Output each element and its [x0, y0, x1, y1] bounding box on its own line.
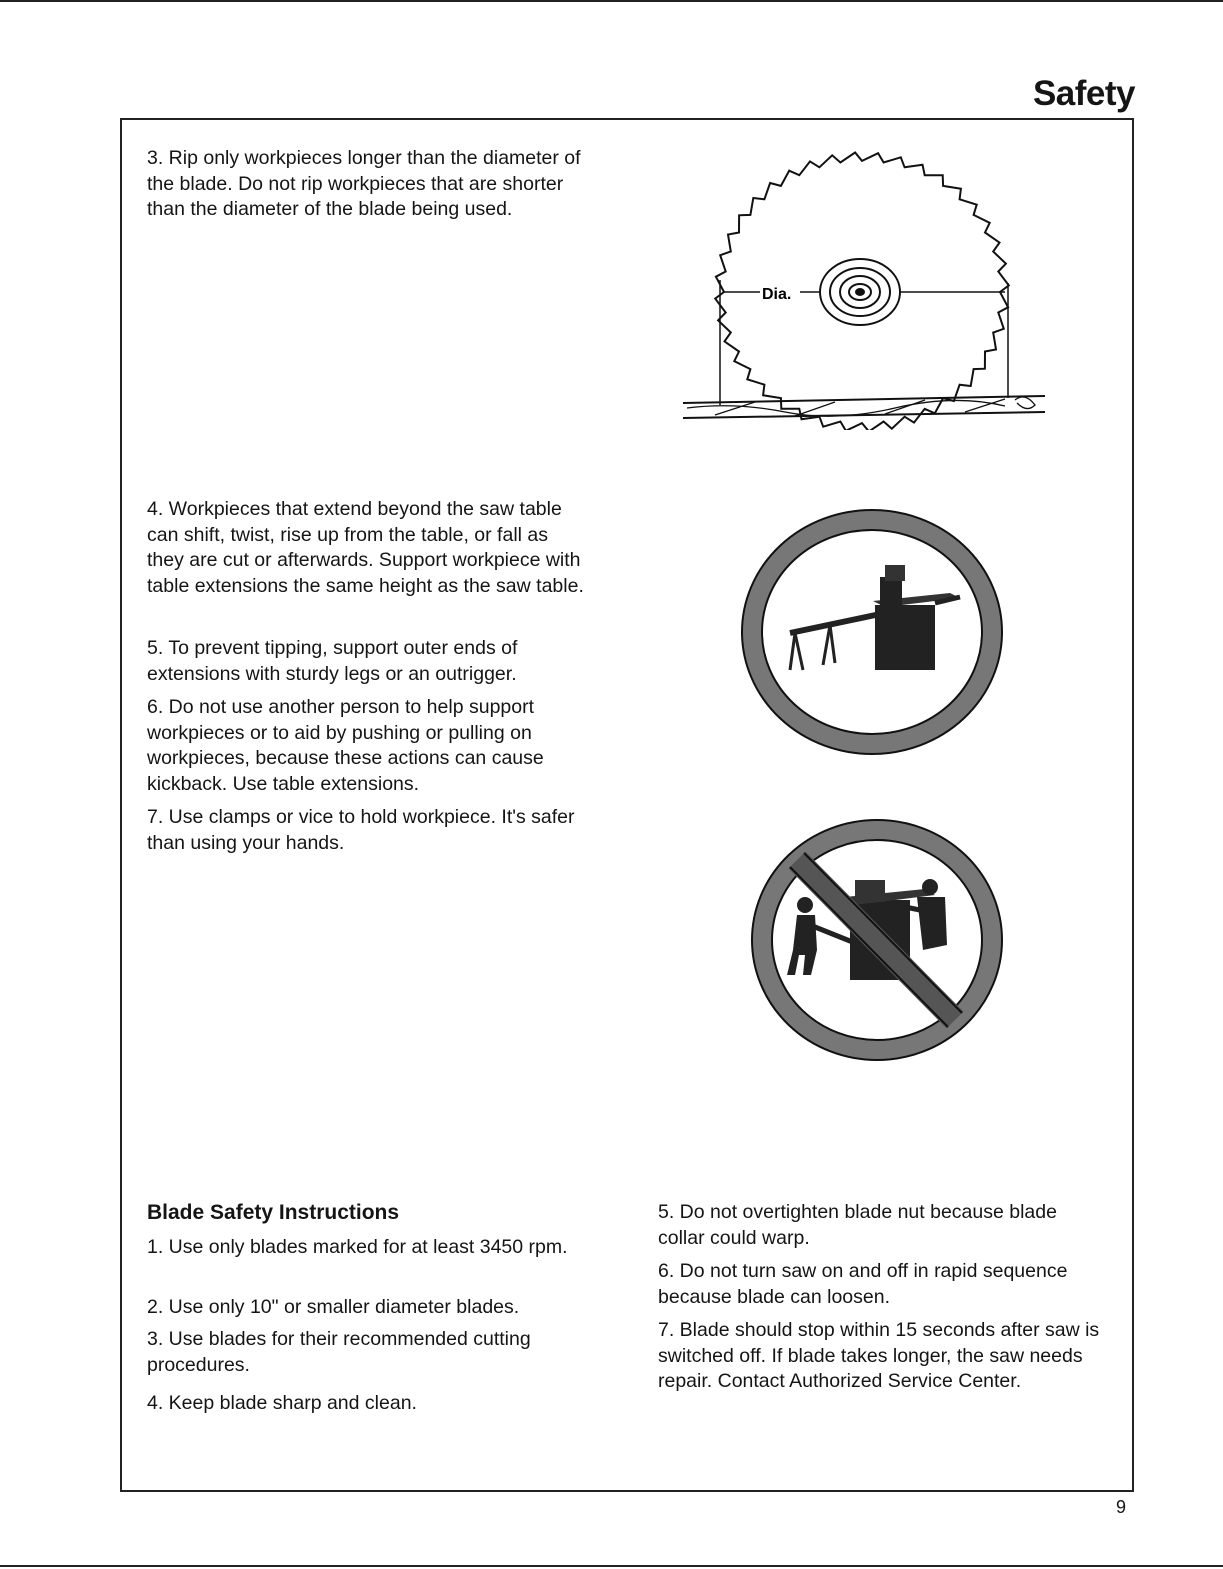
blade-safety-item-4: 4. Keep blade sharp and clean. [147, 1392, 417, 1414]
safety-item-7: 7. Use clamps or vice to hold workpiece. It's safer than using your hands. [147, 806, 575, 854]
blade-safety-item-3: 3. Use blades for their recommended cutting procedures. [147, 1328, 531, 1376]
safety-item-6: 6. Do not use another person to help support workpieces or to aid by pushing or pulling on workpieces, because these actions can cause kickback. Use table extensions. [147, 696, 544, 795]
no-helper-prohibition-icon [745, 815, 1010, 1065]
blade-safety-item-2: 2. Use only 10" or smaller diameter blades. [147, 1296, 520, 1318]
blade-safety-item-5: 5. Do not overtighten blade nut because blade collar could warp. [658, 1201, 1057, 1249]
page-number: 9 [1116, 1497, 1127, 1517]
workpiece-board [683, 396, 1045, 418]
blade-safety-item-1: 1. Use only blades marked for at least 3450 rpm. [147, 1236, 568, 1258]
blade-safety-item-6: 6. Do not turn saw on and off in rapid sequence because blade can loosen. [658, 1260, 1068, 1308]
saw-blade-diameter-illustration [675, 150, 1055, 430]
table-extension-support-icon [735, 505, 1010, 760]
safety-item-3: 3. Rip only workpieces longer than the diameter of the blade. Do not rip workpieces that are shorter than the diameter of the blade being used. [147, 147, 581, 220]
page-title: Safety [1032, 74, 1135, 113]
blade-safety-item-7: 7. Blade should stop within 15 seconds after saw is switched off. If blade takes longer, the saw needs repair. Contact Authorized Service Center. [658, 1319, 1100, 1392]
bottom-rule [0, 1565, 1223, 1567]
safety-item-4: 4. Workpieces that extend beyond the saw table can shift, twist, rise up from the table, or fall as they are cut or afterwards. Support workpiece with table extensions the same height as the saw table. [147, 498, 584, 597]
diameter-label: Dia. [762, 286, 792, 303]
safety-item-5: 5. To prevent tipping, support outer ends of extensions with sturdy legs or an outrigger. [147, 637, 518, 685]
top-rule [0, 0, 1223, 2]
saw-machine-figure [790, 565, 960, 670]
blade-safety-heading: Blade Safety Instructions [147, 1201, 400, 1224]
blade-arbor-rings [820, 259, 900, 325]
